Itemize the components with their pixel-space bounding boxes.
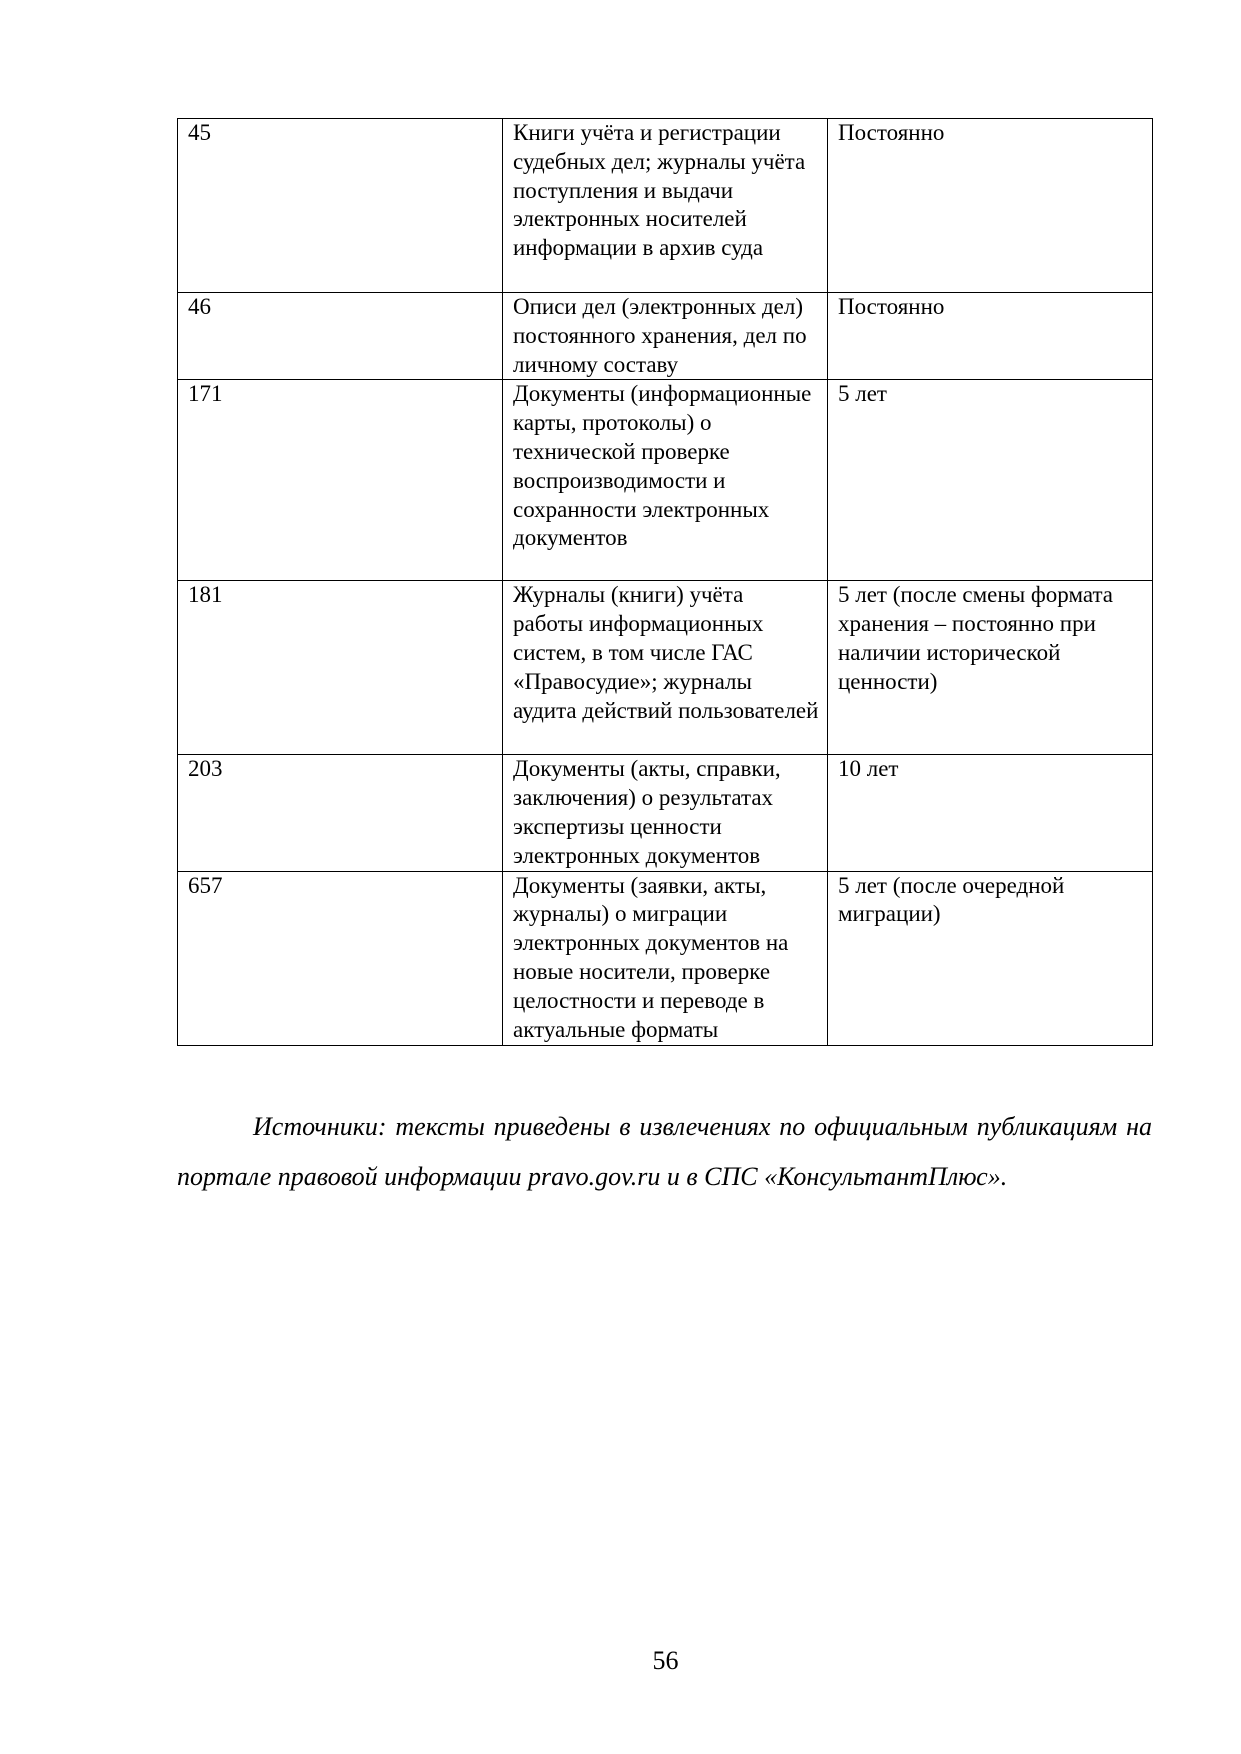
item-number-cell: 657	[178, 871, 503, 1045]
retention-table	[177, 118, 1153, 1046]
document-type-cell: Книги учёта и регистрации судебных дел; журналы учёта поступления и выдачи электронных носителей информации в архив суда	[503, 119, 828, 293]
document-type-cell: Документы (информационные карты, протоколы) о технической проверке воспроизводимости и сохранности электронных документов	[503, 380, 828, 581]
document-type-cell: Документы (акты, справки, заключения) о результатах экспертизы ценности электронных документов	[503, 755, 828, 871]
table-row	[178, 581, 1153, 755]
document-type-cell: Документы (заявки, акты, журналы) о миграции электронных документов на новые носители, проверке целостности и переводе в актуальные форматы	[503, 871, 828, 1045]
retention-term-cell: Постоянно	[828, 293, 1153, 380]
item-number-cell: 46	[178, 293, 503, 380]
table-row	[178, 119, 1153, 293]
retention-term-cell: 10 лет	[828, 755, 1153, 871]
table-row	[178, 755, 1153, 871]
item-number-cell: 203	[178, 755, 503, 871]
item-number-cell: 181	[178, 581, 503, 755]
retention-term-cell: 5 лет (после очередной миграции)	[828, 871, 1153, 1045]
document-type-cell: Журналы (книги) учёта работы информационных систем, в том числе ГАС «Правосудие»; журналы аудита действий пользователей	[503, 581, 828, 755]
item-number-cell: 171	[178, 380, 503, 581]
retention-term-cell: 5 лет (после смены формата хранения – постоянно при наличии исторической ценности)	[828, 581, 1153, 755]
table-row	[178, 380, 1153, 581]
retention-term-cell: Постоянно	[828, 119, 1153, 293]
page-number: 56	[652, 1646, 679, 1675]
retention-term-cell: 5 лет	[828, 380, 1153, 581]
document-type-cell: Описи дел (электронных дел) постоянного хранения, дел по личному составу	[503, 293, 828, 380]
item-number-cell: 45	[178, 119, 503, 293]
table-row	[178, 871, 1153, 1045]
sources-note: Источники: тексты приведены в извлечениях по официальным публикациям на портале правовой информации pravo.gov.ru и в СПС «КонсультантПлюс».	[177, 1112, 1152, 1191]
table-row	[178, 293, 1153, 380]
